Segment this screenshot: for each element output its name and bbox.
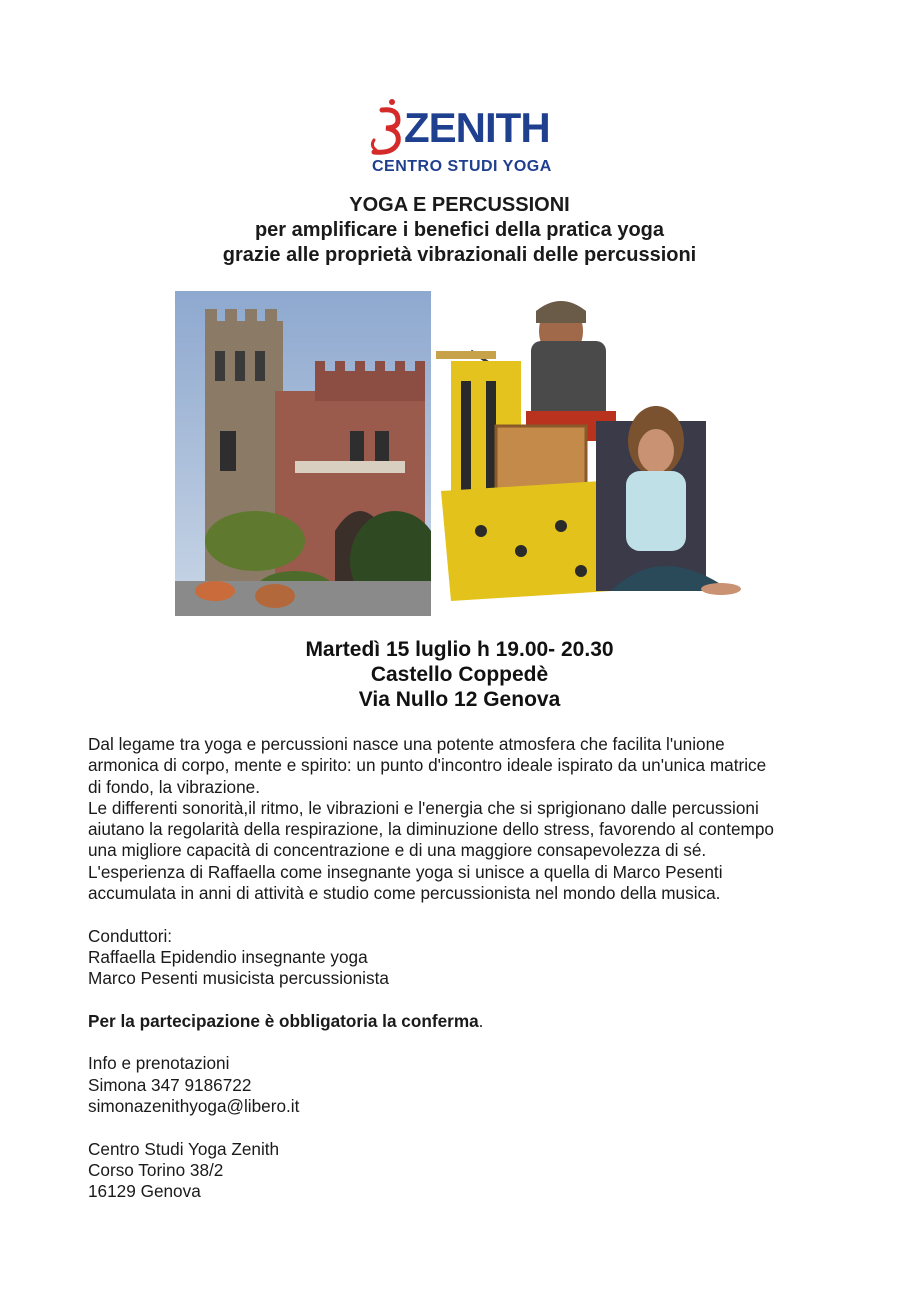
description-line: Le differenti sonorità,il ritmo, le vibrazioni e l'energia che si sprigionano dalle percussioni [88, 797, 759, 818]
om-symbol-icon [368, 98, 408, 160]
description-line: aiutano la regolarità della respirazione, la diminuzione dello stress, favorendo al contempo [88, 819, 774, 840]
event-venue: Castello Coppedè [370, 663, 549, 686]
center-city: 16129 Genova [88, 1181, 201, 1202]
title-line-1: YOGA E PERCUSSIONI [349, 194, 570, 216]
performers-photo [431, 291, 746, 616]
confirmation-notice-suffix: . [478, 1010, 484, 1031]
event-details [0, 637, 919, 712]
description-line: una migliore capacità di concentrazione e di una maggiore consapevolezza di sé. [88, 840, 707, 861]
conductor-name: Raffaella Epidendio insegnante yoga [88, 946, 368, 967]
confirmation-notice-bold: Per la partecipazione è obbligatoria la conferma [88, 1010, 479, 1031]
event-address: Via Nullo 12 Genova [358, 688, 561, 711]
contact-phone: Simona 347 9186722 [88, 1074, 252, 1095]
logo-wordmark: ZENITH [404, 104, 550, 151]
page-title [0, 193, 919, 268]
center-name: Centro Studi Yoga Zenith [88, 1138, 280, 1159]
center-street: Corso Torino 38/2 [88, 1159, 224, 1180]
description-line: armonica di corpo, mente e spirito: un punto d'incontro ideale ispirato da un'unica matrice [88, 755, 767, 776]
description-line: L'esperienza di Raffaella come insegnante yoga si unisce a quella di Marco Pesenti [88, 861, 723, 882]
conductors-heading: Conduttori: [88, 925, 173, 946]
description-line: di fondo, la vibrazione. [88, 776, 260, 797]
title-line-2: per amplificare i benefici della pratica yoga [254, 219, 665, 241]
event-date-time: Martedì 15 luglio h 19.00- 20.30 [305, 638, 614, 661]
description-line: Dal legame tra yoga e percussioni nasce una potente atmosfera che facilita l'unione [88, 734, 725, 754]
logo-subtitle: CENTRO STUDI YOGA [372, 158, 552, 175]
title-line-3: grazie alle proprietà vibrazionali delle percussioni [222, 244, 697, 266]
conductor-name: Marco Pesenti musicista percussionista [88, 968, 389, 989]
body-text [88, 734, 848, 1203]
description-line: accumulata in anni di attività e studio come percussionista nel mondo della musica. [88, 883, 721, 904]
castle-photo [175, 291, 431, 616]
zenith-logo [366, 98, 552, 180]
contact-email[interactable]: simonazenithyoga@libero.it [88, 1096, 300, 1117]
confirmation-notice [88, 1011, 848, 1032]
info-heading: Info e prenotazioni [88, 1053, 230, 1074]
